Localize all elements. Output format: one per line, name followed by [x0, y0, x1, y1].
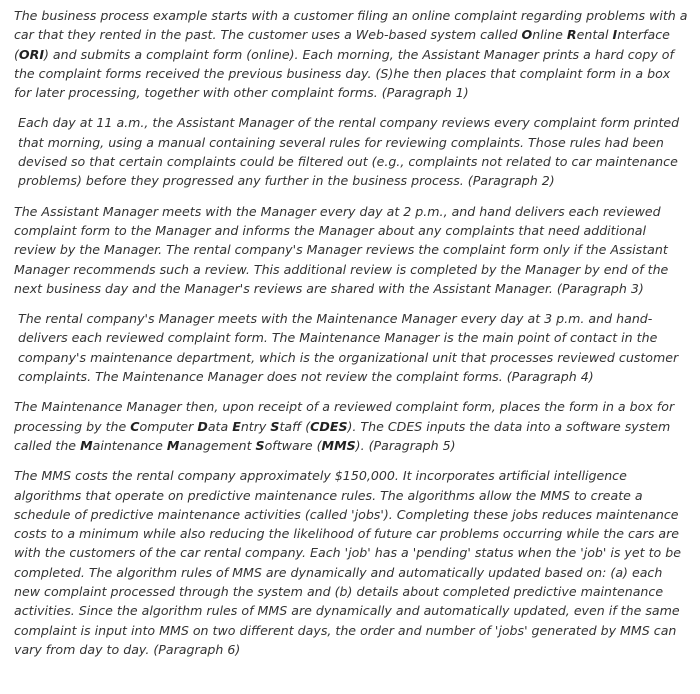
text-run: nterface ( [14, 27, 670, 62]
text-run: ) and submits a complaint form (online). Each morning, the Assistant Manager prints a hard copy of the complaint forms received the previous business day. (S)he then places that complaint form in a box for later processing, together with other complaint forms. (Paragraph 1) [14, 46, 674, 101]
bold-term: S [255, 437, 265, 453]
bold-term: C [130, 418, 140, 434]
bold-term: R [566, 27, 577, 43]
paragraph-3 [14, 202, 690, 298]
bold-term: D [197, 418, 208, 434]
document-body [14, 6, 690, 670]
bold-term: I [612, 27, 618, 43]
bold-term: E [232, 418, 241, 434]
text-run: The rental company's Manager meets with the Maintenance Manager every day at 3 p.m. and hand-delivers each reviewed complaint form. The Maintenance Manager is the main point of contact in the company's maintenance department, which is the organizational unit that processes reviewed customer complaints. The Maintenance Manager does not review the complaint forms. (Paragraph 4) [18, 311, 679, 385]
paragraph-2 [14, 113, 690, 190]
bold-term: M [80, 437, 93, 453]
text-run: The MMS costs the rental company approximately $150,000. It incorporates artificial intelligence algorithms that operate on predictive maintenance rules. The algorithms allow the MMS to create a schedule of predictive maintenance activities (called 'jobs'). Completing these jobs reduces maintenance costs to a minimum while also reducing the likelihood of future car problems occurring while the cars are with the customers of the car rental company. Each 'job' has a 'pending' status when the 'job' is yet to be completed. The algorithm rules of MMS are dynamically and automatically updated based on: (a) each new complaint processed through the system and (b) details about completed predictive maintenance activities. Since the algorithm rules of MMS are dynamically and automatically updated, even if the same complaint is input into MMS on two different days, the order and number of 'jobs' generated by MMS can vary from day to day. (Paragraph 6) [14, 468, 681, 657]
paragraph-5 [14, 397, 690, 455]
text-run: ). The CDES inputs the data into a software system called the [14, 418, 671, 453]
text-run: oftware ( [264, 437, 322, 453]
text-run: aintenance [92, 437, 167, 453]
text-run: The Maintenance Manager then, upon receipt of a reviewed complaint form, places the form in a box for processing by the [14, 399, 675, 434]
text-run: ata [207, 418, 233, 434]
text-run: The Assistant Manager meets with the Manager every day at 2 p.m., and hand delivers each reviewed complaint form to the Manager and informs the Manager about any complaints that need additional review by the Manager. The rental company's Manager reviews the complaint form only if the Assistant Manager recommends such a review. This additional review is completed by the Manager by end of the next business day and the Manager's reviews are shared with the Assistant Manager. (Paragraph 3) [14, 203, 669, 296]
bold-term: ORI [18, 46, 45, 62]
bold-term: O [521, 27, 533, 43]
paragraph-1 [14, 6, 690, 102]
bold-term: CDES [310, 418, 348, 434]
text-run: omputer [139, 418, 198, 434]
text-run: ntry [240, 418, 271, 434]
text-run: The business process example starts with a customer filing an online complaint regarding problems with a car that they rented in the past. The customer uses a Web-based system called [14, 8, 688, 43]
text-run: ). (Paragraph 5) [355, 437, 456, 453]
bold-term: S [270, 418, 280, 434]
text-run: nline [532, 27, 567, 43]
bold-term: MMS [321, 437, 356, 453]
bold-term: M [166, 437, 180, 453]
paragraph-6 [14, 466, 690, 659]
paragraph-4 [14, 309, 690, 386]
text-run: ental [576, 27, 613, 43]
text-run: anagement [179, 437, 256, 453]
text-run: Each day at 11 a.m., the Assistant Manager of the rental company reviews every complaint form printed that morning, using a manual containing several rules for reviewing complaints. Those rules had been devised so that certain complaints could be filtered out (e.g., complaints not related to car maintenance problems) before they progressed any further in the business process. (Paragraph 2) [18, 115, 680, 189]
text-run: taff ( [279, 418, 311, 434]
